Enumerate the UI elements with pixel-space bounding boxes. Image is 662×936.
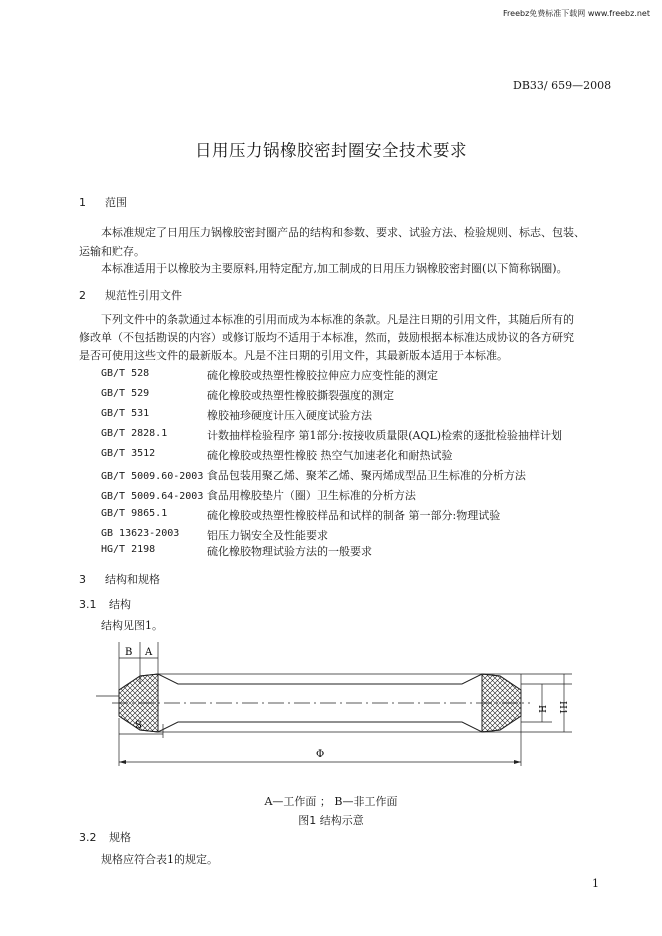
- figure-caption: 图1 结构示意: [298, 814, 364, 827]
- subsection-title: 规格: [109, 831, 131, 844]
- reference-code: HG/T 2198: [101, 544, 156, 555]
- reference-code: GB/T 5009.64-2003: [101, 491, 204, 502]
- reference-title: 计数抽样检验程序 第1部分:按接收质量限(AQL)检索的逐批检验抽样计划: [207, 429, 563, 442]
- dimension-label-s: S: [135, 720, 142, 731]
- document-title: 日用压力锅橡胶密封圈安全技术要求: [195, 141, 467, 160]
- reference-title: 硫化橡胶或热塑性橡胶 热空气加速老化和耐热试验: [207, 449, 453, 462]
- reference-title: 硫化橡胶或热塑性橡胶撕裂强度的测定: [207, 389, 394, 402]
- section-number: 1: [79, 196, 86, 209]
- ring-outline-top: [119, 674, 521, 690]
- reference-title: 铝压力锅安全及性能要求: [207, 529, 328, 542]
- reference-code: GB/T 5009.60-2003: [101, 471, 204, 482]
- subsection-title: 结构: [109, 598, 131, 611]
- section-number: 2: [79, 289, 86, 302]
- dimension-label-h1: H1: [557, 701, 567, 715]
- reference-code: GB 13623-2003: [101, 528, 180, 539]
- section-1-heading: [79, 194, 127, 210]
- scope-paragraph-2: 本标准适用于以橡胶为主要原料,用特定配方,加工制成的日用压力锅橡胶密封圈(以下简称锅圈)。: [101, 262, 568, 275]
- page-number: 1: [592, 877, 599, 890]
- subsection-number: 3.1: [79, 598, 97, 611]
- reference-title: 食品用橡胶垫片（圈）卫生标准的分析方法: [206, 489, 416, 502]
- reference-entry: [101, 487, 416, 503]
- standard-number: DB33/ 659—2008: [513, 79, 612, 92]
- ring-outline-bottom: [119, 716, 521, 732]
- figure-legend: A—工作面 ； B—非工作面: [264, 795, 398, 808]
- normative-intro-line: 修改单（不包括勘误的内容）或修订版均不适用于本标准，然而，鼓励根据本标准达成协议的各方研究: [79, 331, 574, 344]
- dimension-label-a: A: [145, 647, 153, 658]
- normative-intro-line: 是否可使用这些文件的最新版本。凡是不注日期的引用文件，其最新版本适用于本标准。: [79, 349, 508, 362]
- subsection-3-1-heading: [79, 596, 131, 612]
- reference-code: GB/T 531: [101, 408, 150, 419]
- section-title: 规范性引用文件: [105, 289, 182, 302]
- section-2-heading: [79, 287, 182, 303]
- normative-intro-line: 下列文件中的条款通过本标准的引用而成为本标准的条款。凡是注日期的引用文件，其随后所有的: [101, 313, 574, 326]
- subsection-number: 3.2: [79, 831, 97, 844]
- structure-diagram: [90, 638, 590, 778]
- reference-title: 硫化橡胶物理试验方法的一般要求: [207, 545, 372, 558]
- reference-title: 食品包装用聚乙烯、聚苯乙烯、聚丙烯成型品卫生标准的分析方法: [206, 469, 526, 482]
- section-title: 结构和规格: [105, 573, 160, 586]
- dimension-label-b: B: [125, 647, 133, 658]
- section-number: 3: [79, 573, 86, 586]
- reference-code: GB/T 528: [101, 368, 150, 379]
- reference-code: GB/T 9865.1: [101, 508, 168, 519]
- reference-title: 橡胶袖珍硬度计压入硬度试验方法: [207, 409, 372, 422]
- watermark: Freebz免费标准下载网 www.freebz.net: [503, 9, 650, 18]
- figure-reference-text: 结构见图1。: [101, 619, 163, 632]
- reference-title: 硫化橡胶或热塑性橡胶样品和试样的制备 第一部分:物理试验: [207, 509, 501, 522]
- reference-code: GB/T 529: [101, 388, 150, 399]
- specification-text: 规格应符合表1的规定。: [101, 853, 218, 866]
- reference-entry: [101, 467, 526, 483]
- dimension-label-phi: Φ: [316, 749, 325, 760]
- reference-code: GB/T 3512: [101, 448, 156, 459]
- subsection-3-2-heading: [79, 829, 131, 845]
- scope-paragraph-line: 本标准规定了日用压力锅橡胶密封圈产品的结构和参数、要求、试验方法、检验规则、标志、包装、: [101, 226, 585, 239]
- reference-title: 硫化橡胶或热塑性橡胶拉伸应力应变性能的测定: [207, 369, 438, 382]
- scope-paragraph-line: 运输和贮存。: [79, 245, 145, 258]
- dimension-label-h: H: [536, 705, 546, 713]
- reference-code: GB/T 2828.1: [101, 428, 168, 439]
- section-3-heading: [79, 571, 160, 587]
- section-title: 范围: [105, 196, 127, 209]
